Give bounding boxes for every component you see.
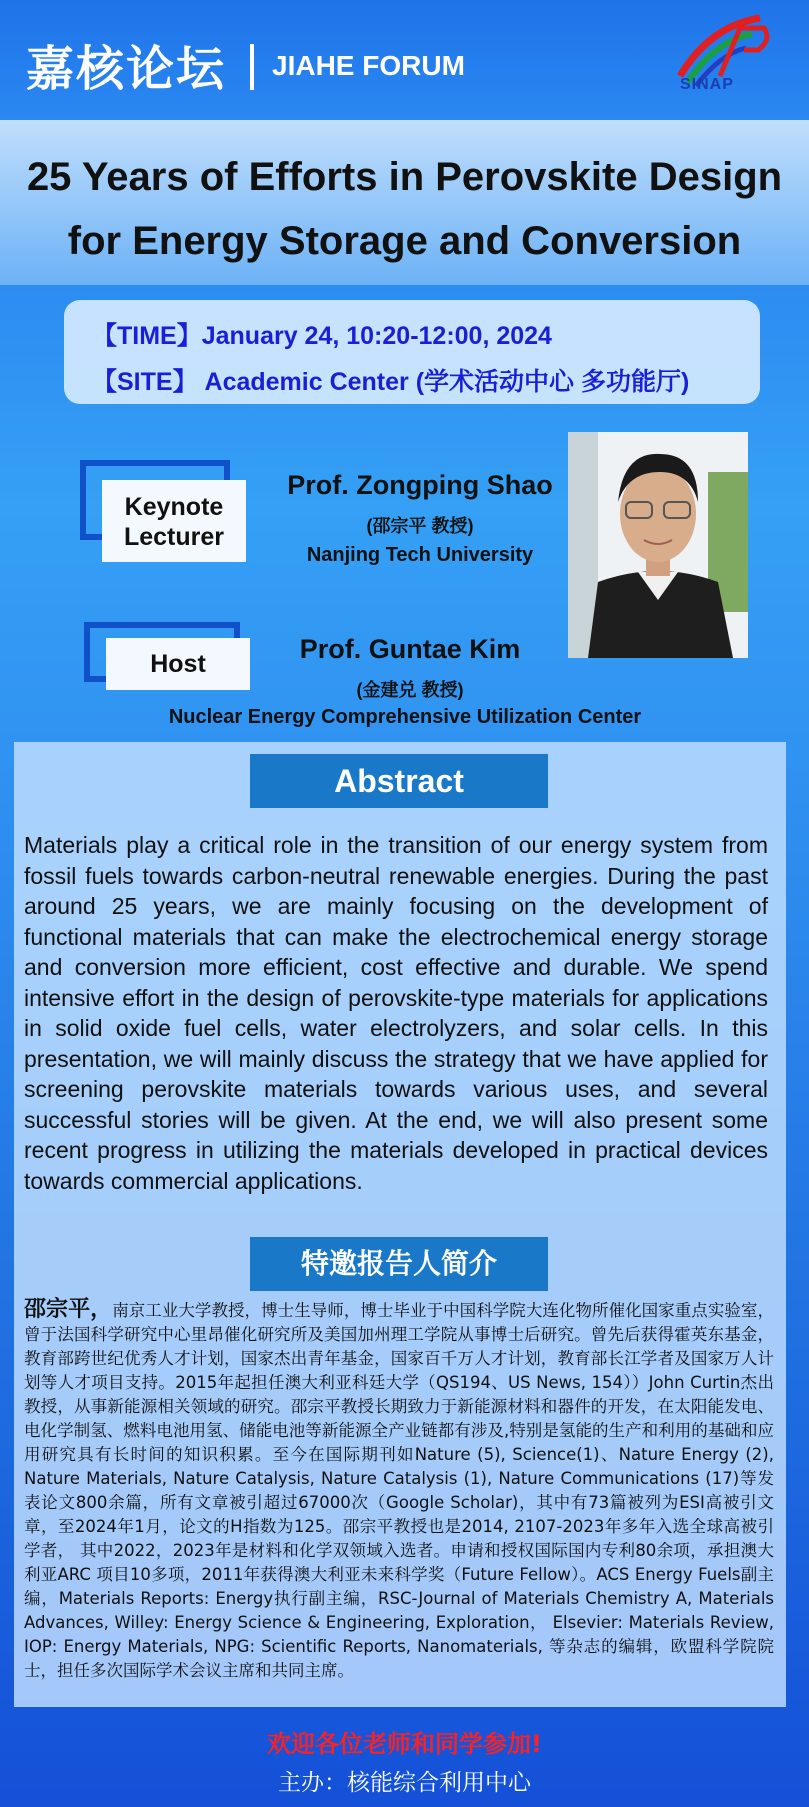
keynote-tag-line-2: Lecturer — [123, 523, 225, 551]
title-line-2: for Energy Storage and Conversion — [67, 219, 742, 263]
keynote-name-cn: (邵宗平 教授) — [366, 516, 474, 536]
welcome-message: 欢迎各位老师和同学参加! — [267, 1730, 542, 1758]
bio-name: 邵宗平， — [24, 1297, 113, 1322]
bio-body: 南京工业大学教授，博士生导师，博士毕业于中国科学院大连化物所催化国家重点实验室，曾于法国科学研究中心里昂催化研究所及美国加州理工学院从事博士后研究。曾先后获得霍英东基金，教育部跨世纪优秀人才计划，国家杰出青年基金，国家百千万人才计划，教育部长江学者及国家万人计划等人才项目支持。2015年起担任澳大利亚科廷大学（QS194、US News, 154））John Curtin杰出教授，从事新能源相关领域的研究。邵宗平教授长期致力于新能源材料和器件的开发，在太阳能发电、电化学制氢、燃料电池用氢、储能电池等新能源全产业链都有涉及,特别是氢能的生产和利用的基础和应用研究具有长时间的知识积累。至今在国际期刊如Nature (5), Science(1)、Nature Energy (2), Nature Materials, Nature Catalysis, Nature Catalysis (1), Nature Communications (17)等发表论文800余篇，所有文章被引超过67000次（Google Scholar)，其中有73篇被列为ESI高被引文章，至2024年1月，论文的H指数为125。邵宗平教授也是2014, 2107-2023年多年入选全球高被引学者， 其中2022，2023年是材料和化学双领域入选者。申请和授权国际国内专利80余项，承担澳大利亚ARC 项目10多项，2011年获得澳大利亚未来科学奖（Future Fellow）。ACS Energy Fuels副主编，Materials Reports: Energy执行副主编，RSC-Journal of Materials Chemistry A, Materials Advances, Willey: Energy Science & Engineering, Exploration， Elsevier: Materials Review, IOP: Energy Materials, NPG: Scientific Reports, Nanomaterials, 等杂志的编辑，欧盟科学院院士，担任多次国际学术会议主席和共同主席。 — [24, 1301, 774, 1680]
event-time: 【TIME】January 24, 10:20-12:00, 2024 — [92, 322, 552, 350]
host-affiliation: Nuclear Energy Comprehensive Utilization Center — [168, 706, 642, 728]
keynote-tag-line-1: Keynote — [124, 493, 224, 521]
bio-heading: 特邀报告人简介 — [250, 1237, 548, 1291]
speaker-photo — [568, 432, 748, 658]
keynote-affiliation: Nanjing Tech University — [306, 544, 534, 566]
host-name: Prof. Guntae Kim — [299, 634, 521, 664]
abstract-text: Materials play a critical role in the transition of our energy system from fossil fuels towards carbon-neutral renewable energies. During the past around 25 years, we are mainly focusing on the development of functional materials that can make the electrochemical energy storage and conversion more efficient, cost effective and durable. We spend intensive effort in the design of perovskite-type materials for applications in solid oxide fuel cells, water electrolyzers, and solar cells. In this presentation, we will mainly discuss the strategy that we have applied for screening perovskite materials towards various uses, and several successful stories will be given. At the end, we will also present some recent progress in utilizing the materials developed in practical devices towards commercial applications. — [24, 832, 768, 1194]
talk-title — [0, 145, 809, 273]
organizer: 主办：核能综合利用中心 — [278, 1770, 531, 1796]
bio-text — [24, 1298, 774, 1683]
logo-text: SINAP — [680, 76, 734, 93]
brand-chinese: 嘉核论坛 — [26, 41, 227, 97]
host-tag: Host — [106, 638, 250, 690]
host-name-cn: (金建兑 教授) — [356, 680, 464, 700]
brand-divider — [250, 44, 254, 90]
event-site: 【SITE】 Academic Center (学术活动中心 多功能厅) — [92, 368, 690, 396]
keynote-name: Prof. Zongping Shao — [287, 470, 553, 500]
title-line-1: 25 Years of Efforts in Perovskite Design — [26, 155, 783, 199]
brand-english: JIAHE FORUM — [272, 50, 465, 81]
keynote-tag — [102, 480, 246, 562]
abstract-heading: Abstract — [250, 754, 548, 808]
